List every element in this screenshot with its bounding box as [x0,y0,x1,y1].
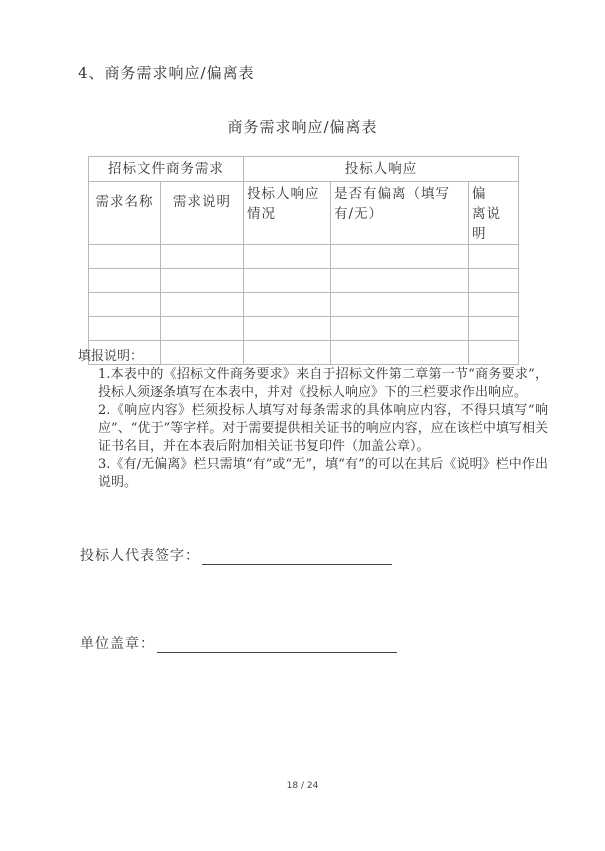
company-seal-line[interactable] [157,638,397,653]
instruction-item-1: 1.本表中的《招标文件商务要求》来自于招标文件第二章第一节“商务要求”，投标人须逐条填写在本表中，并对《投标人响应》下的三栏要求作出响应。 [98,367,548,400]
table-cell[interactable] [244,245,331,269]
table-cell[interactable] [161,317,244,341]
response-deviation-table [88,156,519,365]
instruction-item-2: 2.《响应内容》栏须投标人填写对每条需求的具体响应内容，不得只填写“响应”、“优于”等字样。对于需要提供相关证书的响应内容，应在该栏中填写相关证书名目，并在本表后附加相关证书复印件（加盖公章）。 [98,403,548,454]
table-cell[interactable] [244,293,331,317]
table-group-header-row [89,157,519,182]
filling-instructions [78,348,548,492]
representative-signature-line[interactable] [202,550,392,565]
group-header-tender: 招标文件商务需求 [89,157,244,182]
table-cell[interactable] [469,293,519,317]
table-row [89,245,519,269]
table-row [89,293,519,317]
table-column-header-row [89,182,519,245]
table-cell[interactable] [89,293,161,317]
col-header-has-deviation: 是否有偏离（填写有/无） [331,182,469,245]
table-cell[interactable] [89,245,161,269]
col-header-requirement-desc: 需求说明 [161,182,244,245]
table-cell[interactable] [161,293,244,317]
table-cell[interactable] [161,269,244,293]
instruction-item-3: 3.《有/无偏离》栏只需填“有”或“无”，填“有”的可以在其后《说明》栏中作出说明。 [98,457,548,490]
col-header-bidder-response: 投标人响应情况 [244,182,331,245]
section-heading: 4、商务需求响应/偏离表 [78,64,255,82]
table-cell[interactable] [469,269,519,293]
page-number: 18 / 24 [286,781,319,791]
group-header-bidder: 投标人响应 [244,157,519,182]
table-title: 商务需求响应/偏离表 [227,118,378,136]
table-row [89,269,519,293]
table-row [89,317,519,341]
company-seal-label: 单位盖章： [80,636,155,652]
table-cell[interactable] [331,293,469,317]
representative-signature [80,545,392,565]
table-cell[interactable] [89,317,161,341]
table-cell[interactable] [469,317,519,341]
col-header-requirement-name: 需求名称 [89,182,161,245]
table-cell[interactable] [89,269,161,293]
table-cell[interactable] [161,245,244,269]
table-cell[interactable] [331,269,469,293]
table-cell[interactable] [244,269,331,293]
table-cell[interactable] [331,245,469,269]
table-cell[interactable] [331,317,469,341]
company-seal [80,633,397,653]
instructions-heading: 填报说明： [78,349,144,364]
col-header-deviation-note: 偏 离说明 [469,182,519,245]
table-cell[interactable] [244,317,331,341]
table-cell[interactable] [469,245,519,269]
representative-signature-label: 投标人代表签字： [80,548,200,564]
